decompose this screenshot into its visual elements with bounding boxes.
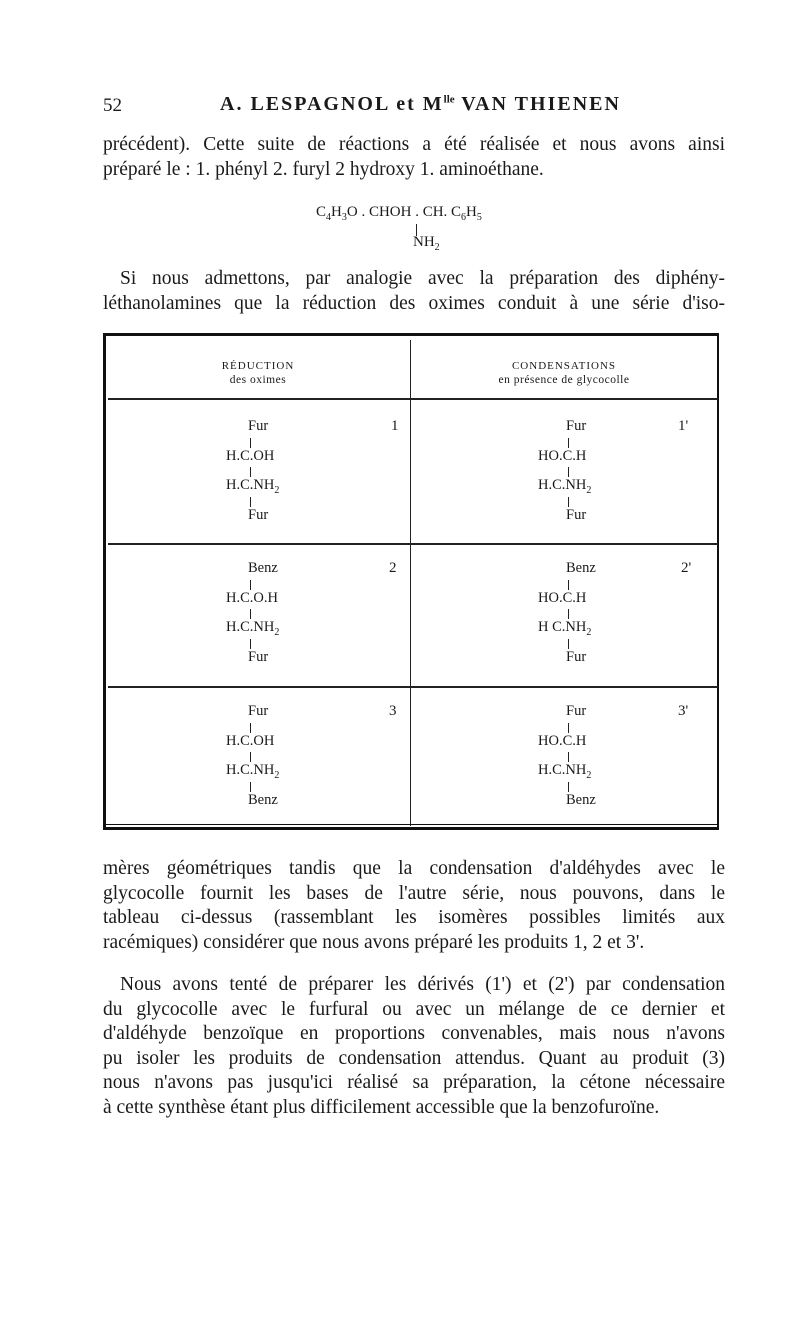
- structure-carbon: H.C.O.H: [226, 590, 278, 606]
- column-title: RÉDUCTION: [221, 360, 295, 372]
- column-subtitle: des oximes: [229, 374, 287, 386]
- running-head: [220, 93, 621, 116]
- structure-number: 3: [389, 703, 397, 719]
- structure-subscript: 2: [586, 769, 592, 781]
- structure-bond: [250, 752, 251, 762]
- structure-subscript: 2: [274, 484, 280, 496]
- structure-2-prime: [538, 560, 718, 680]
- paragraph-line: du glycocolle avec le furfural ou avec un mélange de ce dernier et: [103, 998, 725, 1020]
- structure-carbon: [538, 477, 591, 494]
- structure-bond: [568, 497, 569, 507]
- paragraph-line: mères géométriques tandis que la condensation d'aldéhydes avec le: [103, 858, 725, 879]
- table-row-divider: [108, 686, 718, 688]
- structure-1: [226, 418, 406, 538]
- structure-carbon-text: H.C.NH: [226, 619, 275, 635]
- structure-number: 3': [678, 703, 689, 719]
- formula-amine: [413, 234, 440, 251]
- structure-bond: [250, 782, 251, 792]
- structure-carbon: [226, 619, 279, 636]
- structure-1-prime: [538, 418, 718, 538]
- structure-bond: [568, 752, 569, 762]
- formula-text: H: [331, 204, 342, 220]
- structure-carbon: [226, 762, 279, 779]
- structure-subscript: 2: [586, 626, 592, 638]
- structure-bond: [250, 723, 251, 733]
- formula-subscript: 5: [476, 212, 482, 223]
- paragraph-line: pu isoler les produits de condensation attendus. Quant au produit (3): [103, 1047, 725, 1069]
- structure-group: Fur: [566, 418, 587, 434]
- structure-bond: [568, 639, 569, 649]
- table-header-right: [414, 359, 714, 387]
- column-title: CONDENSATIONS: [511, 360, 617, 372]
- structure-bond: [250, 467, 251, 477]
- page-number: 52: [103, 95, 122, 116]
- paragraph-line: préparé le : 1. phényl 2. furyl 2 hydroxy 1. aminoéthane.: [103, 158, 544, 180]
- structure-subscript: 2: [274, 626, 280, 638]
- paragraph-line: Nous avons tenté de préparer les dérivés (1') et (2') par condensation: [120, 974, 725, 995]
- paragraph-2: [103, 267, 725, 316]
- structure-2: [226, 560, 406, 680]
- structure-carbon: [226, 477, 279, 494]
- structure-subscript: 2: [274, 769, 280, 781]
- chemical-formula: [316, 204, 482, 221]
- structure-group: Fur: [566, 703, 587, 719]
- structure-bond: [250, 497, 251, 507]
- running-head-sup: lle: [443, 93, 455, 106]
- paragraph-line: nous n'avons pas jusqu'ici réalisé sa préparation, la cétone nécessaire: [103, 1072, 725, 1093]
- structure-group: Fur: [566, 507, 587, 523]
- structure-group: Fur: [248, 649, 269, 665]
- structure-carbon: H.C.OH: [226, 733, 275, 749]
- structure-carbon: HO.C.H: [538, 590, 587, 606]
- table-row-divider: [108, 398, 718, 400]
- structure-carbon-text: H.C.NH: [538, 477, 587, 493]
- structure-carbon-text: H.C.NH: [538, 762, 587, 778]
- column-subtitle: en présence de glycocolle: [498, 374, 630, 386]
- paragraph-line: précédent). Cette suite de réactions a été réalisée et nous avons ainsi: [103, 134, 725, 155]
- running-head-authors-end: VAN THIENEN: [454, 93, 621, 115]
- structure-bond: [568, 580, 569, 590]
- structure-number: 2: [389, 560, 397, 576]
- structure-group: Benz: [248, 560, 278, 576]
- structure-3-prime: [538, 703, 718, 823]
- structure-bond: [250, 438, 251, 448]
- formula-subscript: 4: [326, 212, 332, 223]
- paragraph-line: d'aldéhyde benzoïque en proportions convenables, mais nous n'avons: [103, 1023, 725, 1044]
- structure-carbon: HO.C.H: [538, 733, 587, 749]
- structure-bond: [250, 580, 251, 590]
- formula-subscript: 6: [461, 212, 467, 223]
- structure-bond: [568, 609, 569, 619]
- paragraph-line: léthanolamines que la réduction des oximes conduit à une série d'iso-: [103, 292, 725, 314]
- structure-bond: [568, 723, 569, 733]
- structure-group: Fur: [248, 418, 269, 434]
- formula-text: H: [466, 204, 477, 220]
- paragraph-line: racémiques) considérer que nous avons préparé les produits 1, 2 et 3'.: [103, 931, 645, 953]
- structure-number: 1: [391, 418, 399, 434]
- structure-carbon-text: H.C.NH: [226, 762, 275, 778]
- structure-group: Fur: [248, 703, 269, 719]
- structure-carbon-text: H C.NH: [538, 619, 587, 635]
- structure-bond: [568, 438, 569, 448]
- paragraph-line: tableau ci-dessus (rassemblant les isomères possibles limités aux: [103, 907, 725, 928]
- structure-group: Benz: [566, 792, 596, 808]
- structure-group: Fur: [248, 507, 269, 523]
- structure-3: [226, 703, 406, 823]
- formula-text: C: [316, 204, 327, 220]
- paragraph-line: à cette synthèse étant plus difficilement accessible que la benzofuroïne.: [103, 1096, 660, 1118]
- structure-carbon: H.C.OH: [226, 448, 275, 464]
- paragraph-line: glycocolle fournit les bases de l'autre série, nous pouvons, dans le: [103, 882, 725, 904]
- paragraph-3: [103, 857, 725, 955]
- structure-bond: [250, 609, 251, 619]
- paragraph-1: [103, 133, 725, 182]
- formula-text: NH: [413, 234, 435, 250]
- structure-bond: [568, 467, 569, 477]
- structure-number: 1': [678, 418, 689, 434]
- structure-carbon: HO.C.H: [538, 448, 587, 464]
- structure-bond: [250, 639, 251, 649]
- formula-subscript: 2: [434, 242, 440, 253]
- formula-subscript: 3: [341, 212, 347, 223]
- table-column-divider: [410, 340, 411, 826]
- paragraph-line: Si nous admettons, par analogie avec la préparation des diphény-: [120, 268, 725, 289]
- structure-carbon: [538, 619, 591, 636]
- structure-group: Benz: [566, 560, 596, 576]
- structure-bond: [568, 782, 569, 792]
- table-row-divider: [108, 543, 718, 545]
- structure-group: Benz: [248, 792, 278, 808]
- structure-number: 2': [681, 560, 692, 576]
- running-head-authors: A. LESPAGNOL et M: [220, 93, 444, 115]
- paragraph-4: [103, 973, 725, 1120]
- formula-text: O . CHOH . CH. C: [346, 204, 462, 220]
- structure-group: Fur: [566, 649, 587, 665]
- structure-subscript: 2: [586, 484, 592, 496]
- structure-carbon: [538, 762, 591, 779]
- structure-carbon-text: H.C.NH: [226, 477, 275, 493]
- table-header-left: [108, 359, 408, 387]
